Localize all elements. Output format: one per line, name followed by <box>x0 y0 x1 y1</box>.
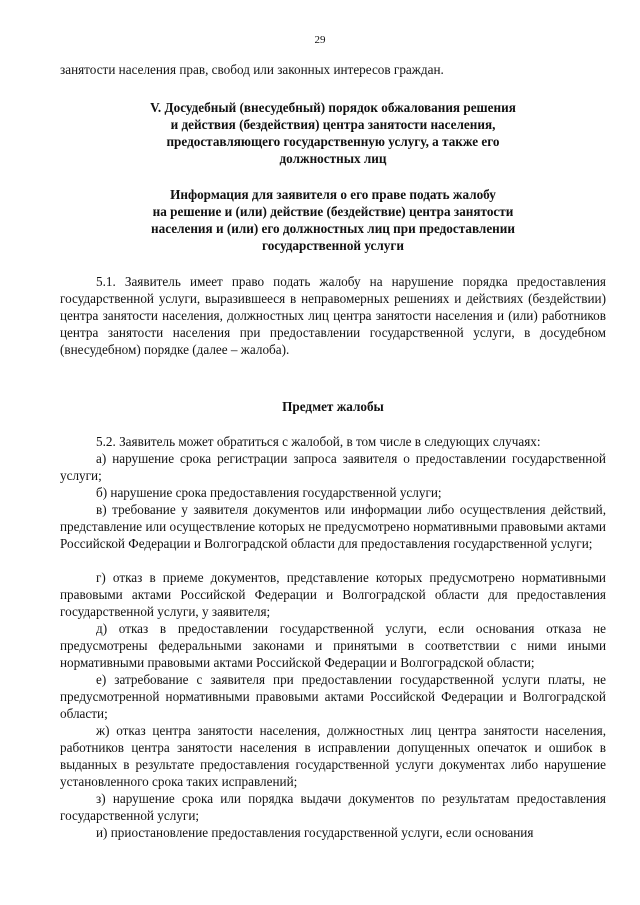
section-heading-line: V. Досудебный (внесудебный) порядок обжалования решения <box>150 100 516 115</box>
info-subheading <box>60 186 606 254</box>
info-subheading-line: населения и (или) его должностных лиц при предоставлении <box>151 221 515 236</box>
section-heading-line: предоставляющего государственную услугу, а также его <box>166 134 500 149</box>
list-item-zh: ж) отказ центра занятости населения, должностных лиц центра занятости населения, работников центра занятости населения в исправлении допущенных опечаток и ошибок в выданных в результате предоставления государственной услуги документах либо нарушение установленного срока таких исправлений; <box>60 723 606 789</box>
list-item-v: в) требование у заявителя документов или информации либо осуществления действий, представление или осуществление которых не предусмотрено нормативными правовыми актами Российской Федерации и Волгоградской области для предоставления государственной услуги; <box>60 502 606 551</box>
info-subheading-line: государственной услуги <box>262 238 404 253</box>
list-item-d: д) отказ в предоставлении государственной услуги, если основания отказа не предусмотрены федеральными законами и принятыми в соответствии с ними иными нормативными правовыми актами Российской Федерации и Волгоградской области; <box>60 621 606 670</box>
list-item-e: е) затребование с заявителя при предоставлении государственной услуги платы, не предусмотренной нормативными правовыми актами Российской Федерации и Волгоградской области; <box>60 672 606 721</box>
list-item-z: з) нарушение срока или порядка выдачи документов по результатам предоставления государственной услуги; <box>60 791 606 823</box>
info-subheading-line: на решение и (или) действие (бездействие) центра занятости <box>152 204 514 219</box>
list-item-b: б) нарушение срока предоставления государственной услуги; <box>96 485 442 500</box>
section-heading-line: и действия (бездействия) центра занятости населения, <box>170 117 496 132</box>
list-item-a: а) нарушение срока регистрации запроса заявителя о предоставлении государственной услуги; <box>60 451 606 483</box>
page-number: 29 <box>314 34 326 46</box>
paragraph-5-1: 5.1. Заявитель имеет право подать жалобу на нарушение порядка предоставления государственной услуги, выразившееся в неправомерных решениях и действиях (бездействии) центра занятости населения, должностных лиц центра занятости населения и (или) работников центра занятости населения при предоставлении государственной услуги, в досудебном (внесудебном) порядке (далее – жалоба). <box>60 274 606 357</box>
info-subheading-line: Информация для заявителя о его праве подать жалобу <box>170 187 496 202</box>
subject-heading: Предмет жалобы <box>282 399 384 414</box>
section-heading-line: должностных лиц <box>279 151 387 166</box>
list-item-i: и) приостановление предоставления государственной услуги, если основания <box>96 825 534 840</box>
section-heading <box>60 99 606 167</box>
carryover-text: занятости населения прав, свобод или законных интересов граждан. <box>60 62 444 77</box>
paragraph-5-2: 5.2. Заявитель может обратиться с жалобой, в том числе в следующих случаях: <box>96 434 541 449</box>
list-item-g: г) отказ в приеме документов, представление которых предусмотрено нормативными правовыми актами Российской Федерации и Волгоградской области для предоставления государственной услуги, у заявителя; <box>60 570 606 619</box>
